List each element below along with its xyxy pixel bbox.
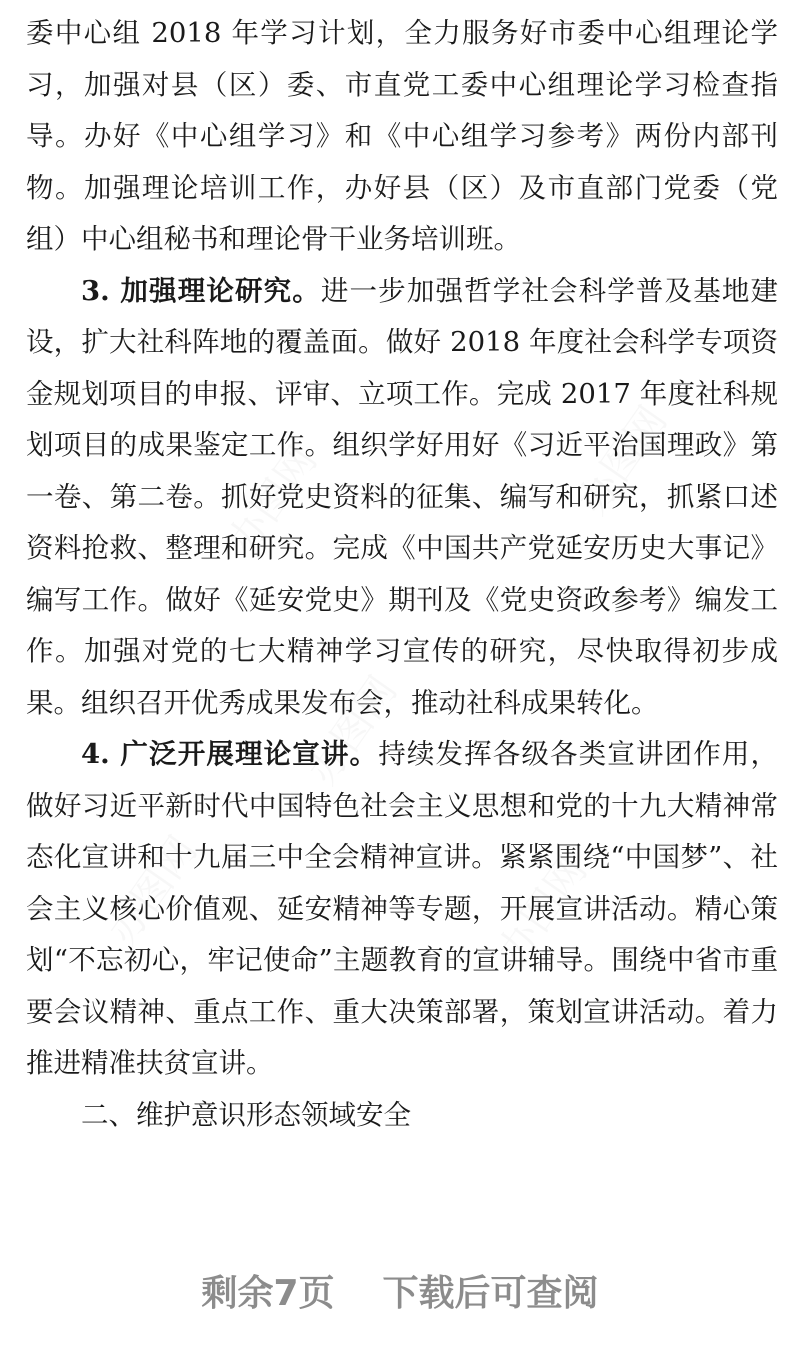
download-prompt-banner[interactable] (0, 1268, 800, 1320)
watermark-logo: 办图网 (489, 848, 597, 973)
watermark-logo: 办图网 (569, 398, 677, 523)
download-hint-text: 下载后可查阅 (382, 1273, 599, 1314)
section-heading: 二、维护意识形态领域安全 (81, 1098, 411, 1131)
watermark-logo: 办图网 (219, 438, 327, 563)
document-body (26, 8, 778, 1141)
paragraph-text: 进一步加强哲学社会科学普及基地建设，扩大社科阵地的覆盖面。做好 2018 年度社会科学专项资金规划项目的申报、评审、立项工作。完成 2017 年度社科规划项目的成果鉴定工作。组织学好用好《习近平治国理政》第一卷、第二卷。抓好党史资料的征集、编写和研究，抓紧口述资料抢救、整理和研究。完成《中国共产党延安历史大事记》编写工作。做好《延安党史》期刊及《党史资政参考》编发工作。加强对党的七大精神学习宣传的研究，尽快取得初步成果。组织召开优秀成果发布会，推动社科成果转化。 (26, 274, 778, 719)
paragraph-theory-lectures (26, 729, 778, 1090)
watermark-logo: 办图网 (99, 828, 207, 953)
paragraph-theory-research (26, 266, 778, 730)
paragraph-lead-heading: 3. 加强理论研究。 (81, 274, 321, 307)
paragraph-text: 委中心组 2018 年学习计划，全力服务好市委中心组理论学习，加强对县（区）委、市直党工委中心组理论学习检查指导。办好《中心组学习》和《中心组学习参考》两份内部刊物。加强理论培训工作，办好县（区）及市直部门党委（党组）中心组秘书和理论骨干业务培训班。 (26, 17, 778, 255)
paragraph-continued (26, 8, 778, 266)
paragraph-text: 持续发挥各级各类宣讲团作用，做好习近平新时代中国特色社会主义思想和党的十九大精神常态化宣讲和十九届三中全会精神宣讲。紧紧围绕“中国梦”、社会主义核心价值观、延安精神等专题，开展宣讲活动。精心策划“不忘初心，牢记使命”主题教育的宣讲辅导。围绕中省市重要会议精神、重点工作、重大决策部署，策划宣讲活动。着力推进精准扶贫宣讲。 (26, 738, 778, 1079)
watermark-logo: 办图网 (299, 668, 407, 793)
paragraph-lead-heading: 4. 广泛开展理论宣讲。 (81, 738, 379, 770)
remaining-pages-text: 剩余7页 (201, 1273, 335, 1314)
